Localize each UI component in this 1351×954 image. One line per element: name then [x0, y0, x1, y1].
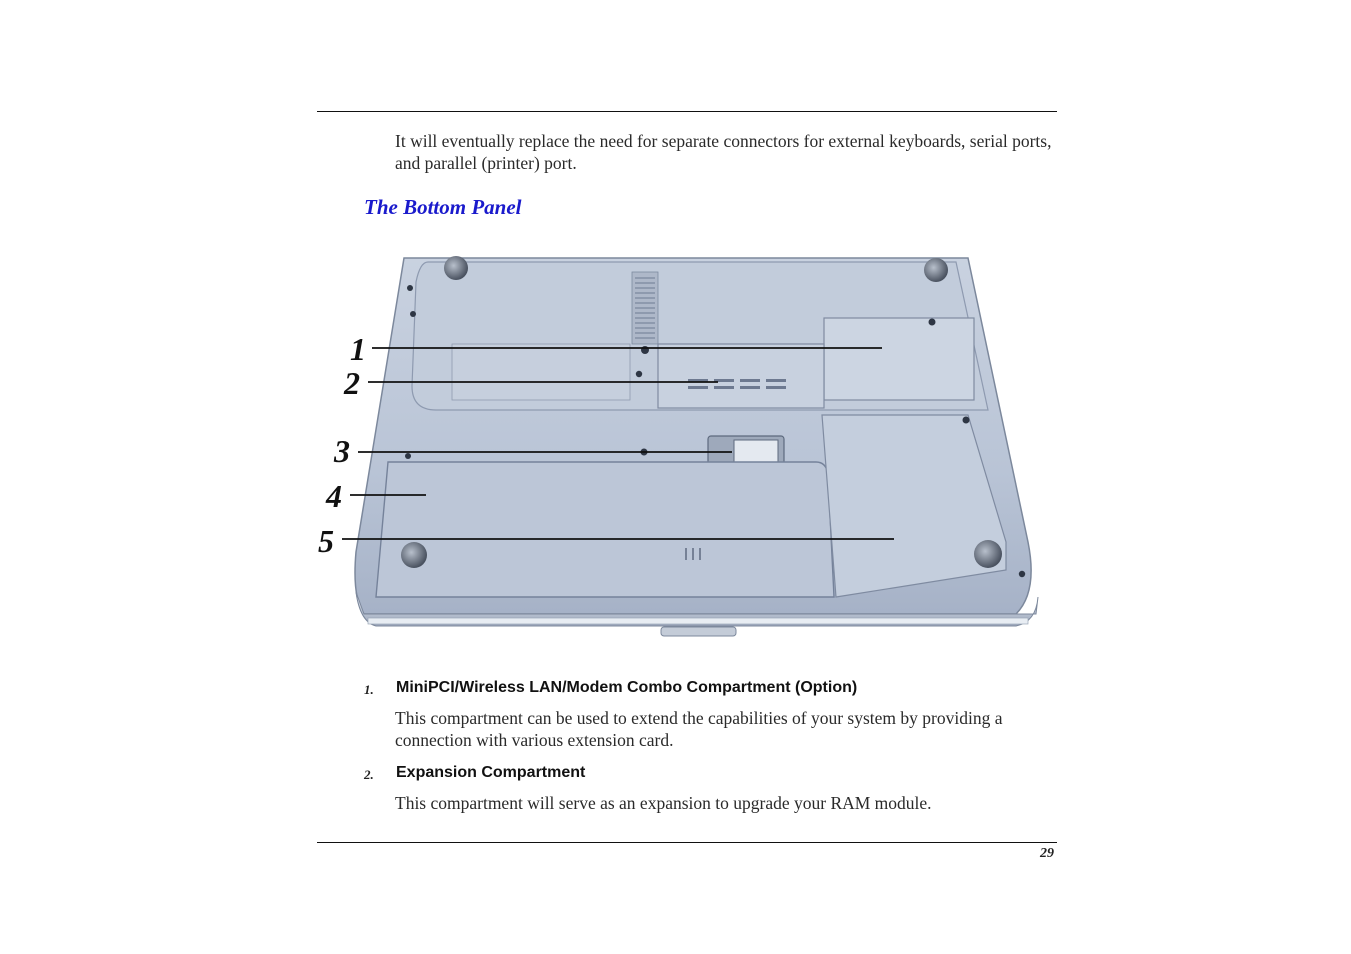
section-heading: The Bottom Panel: [364, 195, 522, 219]
top-rule: [317, 111, 1057, 112]
battery-pack: [376, 462, 834, 597]
bottom-rule: [317, 842, 1057, 843]
callout-3: 3: [334, 433, 350, 469]
item-2-title: Expansion Compartment: [396, 764, 586, 781]
item-2-number: 2.: [364, 767, 374, 782]
callout-4: 4: [326, 478, 342, 514]
callout-2: 2: [344, 365, 360, 401]
bottom-panel-figure: [316, 252, 1046, 647]
item-1-number: 1.: [364, 682, 374, 697]
callout-1: 1: [350, 331, 366, 367]
callout-5: 5: [318, 523, 334, 559]
laptop-underside: [355, 256, 1038, 636]
vent-grille: [632, 272, 658, 344]
page-number: 29: [1040, 846, 1054, 861]
expansion-compartment: [658, 344, 824, 408]
item-2-description: This compartment will serve as an expansion to upgrade your RAM module.: [395, 793, 932, 813]
item-1-description: This compartment can be used to extend the capabilities of your system by providing a connection with various extension card.: [395, 708, 1003, 750]
minipci-compartment: [824, 318, 974, 400]
item-1-title: MiniPCI/Wireless LAN/Modem Combo Compartment (Option): [396, 679, 858, 696]
intro-paragraph: It will eventually replace the need for separate connectors for external keyboards, serial ports, and parallel (printer) port.: [395, 131, 1052, 173]
